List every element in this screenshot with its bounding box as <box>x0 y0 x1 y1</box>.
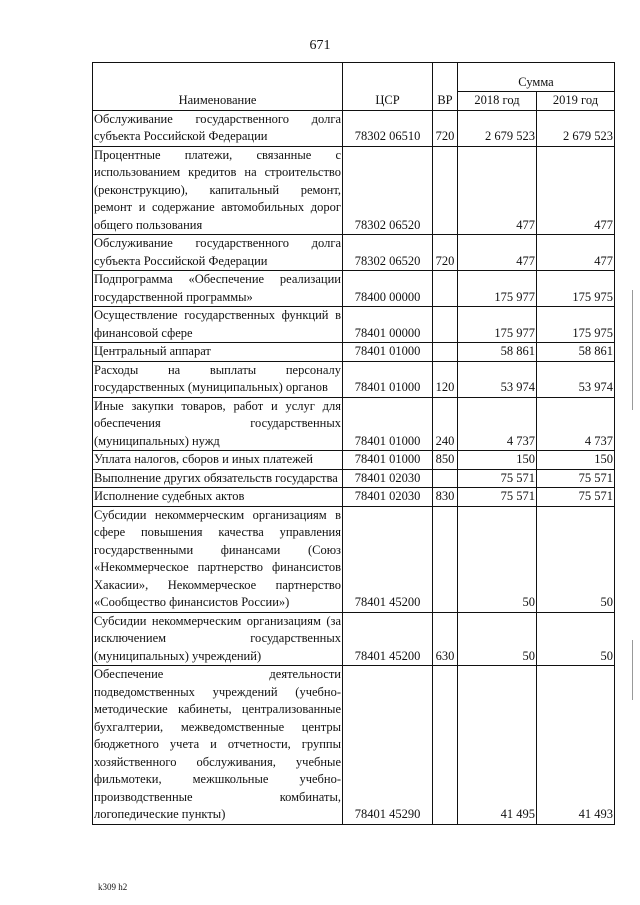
row-vr: 120 <box>433 361 458 397</box>
row-csr: 78401 45200 <box>343 506 433 612</box>
row-sum-2018: 175 977 <box>458 271 537 307</box>
row-name: Иные закупки товаров, работ и услуг для обеспечения государственных (муниципальных) нужд <box>93 397 343 451</box>
row-csr: 78401 01000 <box>343 361 433 397</box>
row-csr: 78401 45200 <box>343 612 433 666</box>
row-sum-2019: 175 975 <box>537 271 615 307</box>
row-csr: 78401 01000 <box>343 397 433 451</box>
table-row <box>93 506 615 612</box>
table-row <box>93 469 615 488</box>
row-name: Обеспечение деятельности подведомственных учреждений (учебно-методические кабинеты, централизованные бухгалтерии, межведомственные центры бюджетного учета и отчетности, группы хозяйственного обслуживания, учебные фильмотеки, межшкольные учебно-производственные комбинаты, логопедические пункты) <box>93 666 343 825</box>
header-csr: ЦСР <box>343 63 433 111</box>
row-sum-2018: 53 974 <box>458 361 537 397</box>
scan-margin-line <box>632 640 633 700</box>
row-csr: 78401 02030 <box>343 488 433 507</box>
row-sum-2019: 58 861 <box>537 343 615 362</box>
table-body <box>93 110 615 824</box>
row-vr <box>433 469 458 488</box>
row-vr: 830 <box>433 488 458 507</box>
table-row <box>93 271 615 307</box>
row-sum-2019: 150 <box>537 451 615 470</box>
row-csr: 78400 00000 <box>343 271 433 307</box>
row-csr: 78401 00000 <box>343 307 433 343</box>
header-name: Наименование <box>93 63 343 111</box>
row-name: Исполнение судебных актов <box>93 488 343 507</box>
header-year-2018: 2018 год <box>458 92 537 111</box>
row-vr: 240 <box>433 397 458 451</box>
table-row <box>93 488 615 507</box>
row-sum-2018: 2 679 523 <box>458 110 537 146</box>
header-sum: Сумма <box>458 63 615 92</box>
row-sum-2019: 477 <box>537 235 615 271</box>
row-csr: 78401 02030 <box>343 469 433 488</box>
row-sum-2019: 477 <box>537 146 615 235</box>
row-sum-2019: 4 737 <box>537 397 615 451</box>
row-csr: 78401 01000 <box>343 343 433 362</box>
row-sum-2018: 477 <box>458 146 537 235</box>
row-name: Обслуживание государственного долга субъекта Российской Федерации <box>93 235 343 271</box>
row-sum-2019: 50 <box>537 612 615 666</box>
row-vr <box>433 506 458 612</box>
table-row <box>93 612 615 666</box>
table-row <box>93 397 615 451</box>
row-vr <box>433 666 458 825</box>
row-sum-2019: 75 571 <box>537 469 615 488</box>
row-name: Обслуживание государственного долга субъекта Российской Федерации <box>93 110 343 146</box>
row-vr: 720 <box>433 110 458 146</box>
row-sum-2018: 50 <box>458 506 537 612</box>
row-name: Центральный аппарат <box>93 343 343 362</box>
row-vr: 630 <box>433 612 458 666</box>
budget-table <box>92 62 615 825</box>
table-row <box>93 307 615 343</box>
row-csr: 78302 06520 <box>343 235 433 271</box>
row-csr: 78302 06510 <box>343 110 433 146</box>
row-vr: 850 <box>433 451 458 470</box>
row-sum-2018: 175 977 <box>458 307 537 343</box>
row-sum-2019: 50 <box>537 506 615 612</box>
scan-margin-line <box>632 290 633 410</box>
row-name: Выполнение других обязательств государства <box>93 469 343 488</box>
table-row <box>93 235 615 271</box>
row-csr: 78401 45290 <box>343 666 433 825</box>
row-vr: 720 <box>433 235 458 271</box>
row-sum-2018: 58 861 <box>458 343 537 362</box>
row-sum-2019: 2 679 523 <box>537 110 615 146</box>
table-header <box>93 63 615 111</box>
row-csr: 78401 01000 <box>343 451 433 470</box>
table-row <box>93 110 615 146</box>
row-name: Субсидии некоммерческим организациям в сфере повышения качества управления государственными финансами (Союз «Некоммерческое партнерство финансистов Хакасии», Некоммерческое партнерство «Сообщество финансистов России») <box>93 506 343 612</box>
row-sum-2019: 75 571 <box>537 488 615 507</box>
footer-code: k309 h2 <box>98 882 128 892</box>
row-csr: 78302 06520 <box>343 146 433 235</box>
row-sum-2018: 75 571 <box>458 469 537 488</box>
row-vr <box>433 146 458 235</box>
table-row <box>93 343 615 362</box>
row-sum-2019: 41 493 <box>537 666 615 825</box>
row-name: Уплата налогов, сборов и иных платежей <box>93 451 343 470</box>
row-sum-2019: 53 974 <box>537 361 615 397</box>
row-sum-2018: 4 737 <box>458 397 537 451</box>
row-name: Подпрограмма «Обеспечение реализации государственной программы» <box>93 271 343 307</box>
row-sum-2018: 41 495 <box>458 666 537 825</box>
header-year-2019: 2019 год <box>537 92 615 111</box>
row-vr <box>433 307 458 343</box>
row-name: Процентные платежи, связанные с использованием кредитов на строительство (реконструкцию), капитальный ремонт, ремонт и содержание автомобильных дорог общего пользования <box>93 146 343 235</box>
row-sum-2018: 50 <box>458 612 537 666</box>
row-name: Субсидии некоммерческим организациям (за исключением государственных (муниципальных) учреждений) <box>93 612 343 666</box>
header-vr: ВР <box>433 63 458 111</box>
table-row <box>93 146 615 235</box>
row-sum-2018: 150 <box>458 451 537 470</box>
row-sum-2018: 477 <box>458 235 537 271</box>
row-name: Осуществление государственных функций в финансовой сфере <box>93 307 343 343</box>
row-vr <box>433 343 458 362</box>
row-sum-2019: 175 975 <box>537 307 615 343</box>
table-row <box>93 361 615 397</box>
row-sum-2018: 75 571 <box>458 488 537 507</box>
table-row <box>93 666 615 825</box>
page-number: 671 <box>309 38 331 53</box>
row-name: Расходы на выплаты персоналу государственных (муниципальных) органов <box>93 361 343 397</box>
table-row <box>93 451 615 470</box>
row-vr <box>433 271 458 307</box>
